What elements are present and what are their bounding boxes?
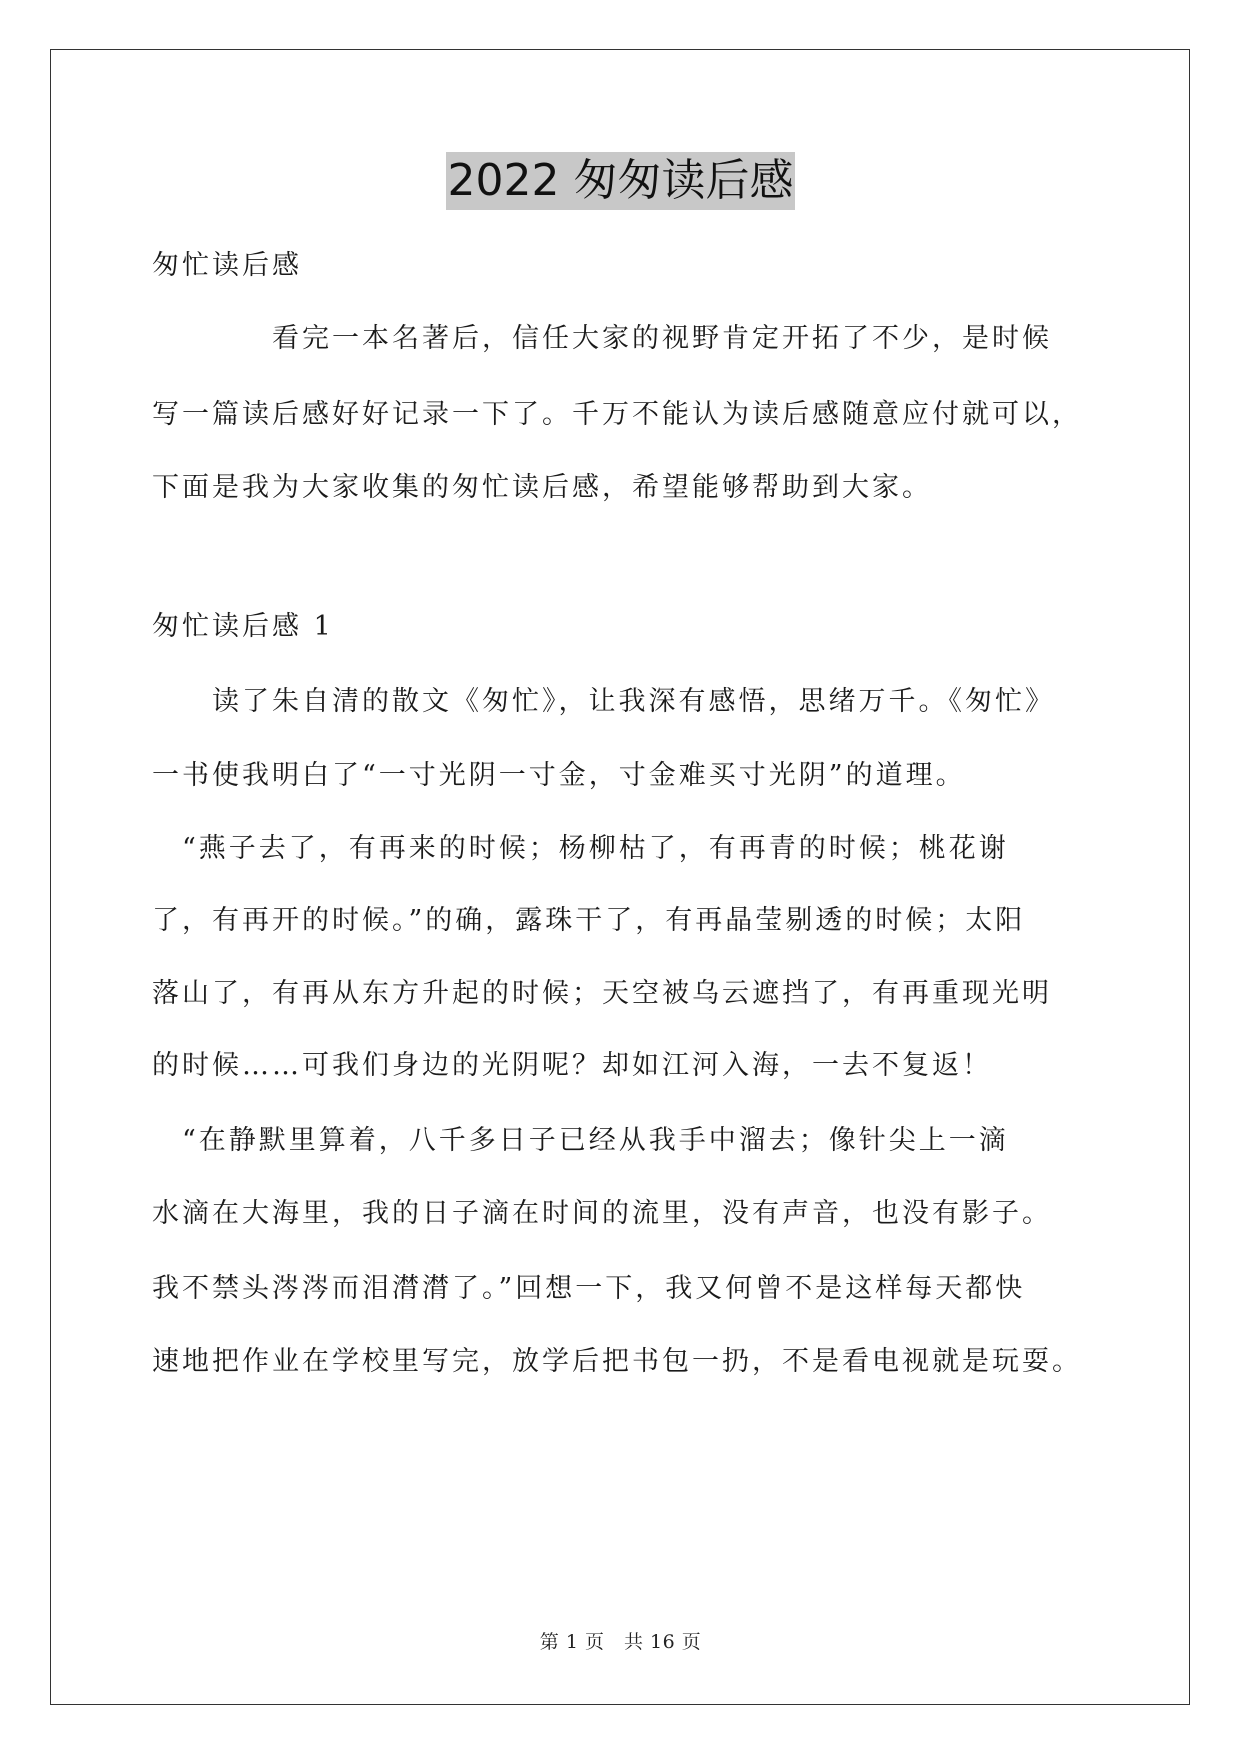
- paragraph-line: 下面是我为大家收集的匆忙读后感，希望能够帮助到大家。: [152, 472, 932, 503]
- paragraph-line: 的时候……可我们身边的光阴呢？却如江河入海，一去不复返！: [152, 1050, 992, 1081]
- paragraph-line: 速地把作业在学校里写完，放学后把书包一扔，不是看电视就是玩耍。: [152, 1346, 1082, 1377]
- page-number-footer: 第 1 页 共 16 页: [539, 1631, 702, 1653]
- paragraph-line: 一书使我明白了“一寸光阴一寸金，寸金难买寸光阴”的道理。: [152, 760, 966, 791]
- paragraph-line: “燕子去了，有再来的时候；杨柳枯了，有再青的时候；桃花谢: [152, 833, 1009, 864]
- paragraph-line: 水滴在大海里，我的日子滴在时间的流里，没有声音，也没有影子。: [152, 1198, 1052, 1229]
- title-container: [0, 152, 1241, 210]
- paragraph-line: 我不禁头涔涔而泪潸潸了。”回想一下，我又何曾不是这样每天都快: [152, 1273, 1026, 1304]
- paragraph-line: 读了朱自清的散文《匆忙》，让我深有感悟，思绪万千。《匆忙》: [152, 686, 1055, 717]
- paragraph-line: 写一篇读后感好好记录一下了。千万不能认为读后感随意应付就可以，: [152, 399, 1082, 430]
- section-heading: 匆忙读后感: [152, 250, 302, 281]
- paragraph-line: 落山了，有再从东方升起的时候；天空被乌云遮挡了，有再重现光明: [152, 978, 1052, 1009]
- subsection-heading: 匆忙读后感 1: [152, 611, 334, 642]
- document-title: 2022 匆匆读后感: [446, 152, 796, 210]
- paragraph-line: 看完一本名著后，信任大家的视野肯定开拓了不少，是时候: [152, 323, 1052, 354]
- page-border: [50, 49, 1190, 1705]
- paragraph-line: “在静默里算着，八千多日子已经从我手中溜去；像针尖上一滴: [152, 1125, 1009, 1156]
- paragraph-line: 了，有再开的时候。”的确，露珠干了，有再晶莹剔透的时候；太阳: [152, 905, 1026, 936]
